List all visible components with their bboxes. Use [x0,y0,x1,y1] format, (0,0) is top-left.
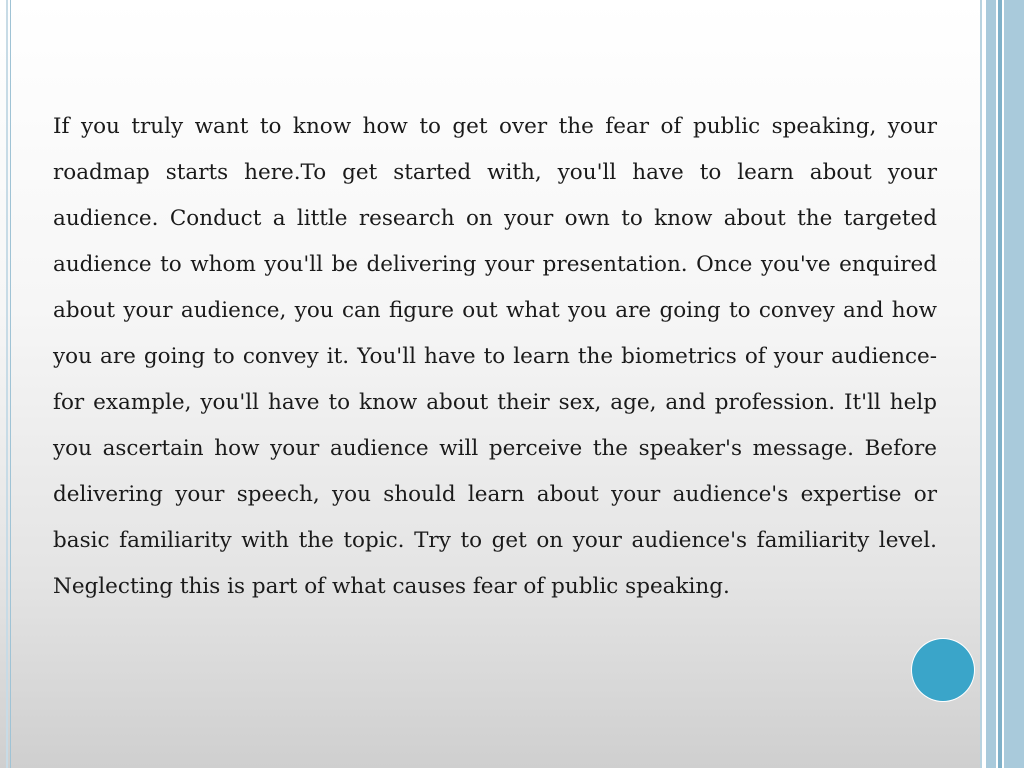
decorative-circle [912,639,974,701]
slide-body-paragraph: If you truly want to know how to get over the fear of public speaking, your roadmap starts here.To get started with, you'll have to learn about your audience. Conduct a little research on your own to know about the targeted audience to whom you'll be delivering your presentation. Once you've enquired about your audience, you can figure out what you are going to convey and how you are going to convey it. You'll have to learn the biometrics of your audience- for example, you'll have to know about their sex, age, and profession. It'll help you ascertain how your audience will perceive the speaker's message. Before delivering your speech, you should learn about your audience's expertise or basic familiarity with the topic. Try to get on your audience's familiarity level. Neglecting this is part of what causes fear of public speaking. [53,114,937,599]
left-border-line [6,0,8,768]
right-frame-stripe [986,0,996,768]
right-frame-stripe [1004,0,1024,768]
left-border-line-inner [10,0,11,768]
right-border-frame [980,0,1024,768]
